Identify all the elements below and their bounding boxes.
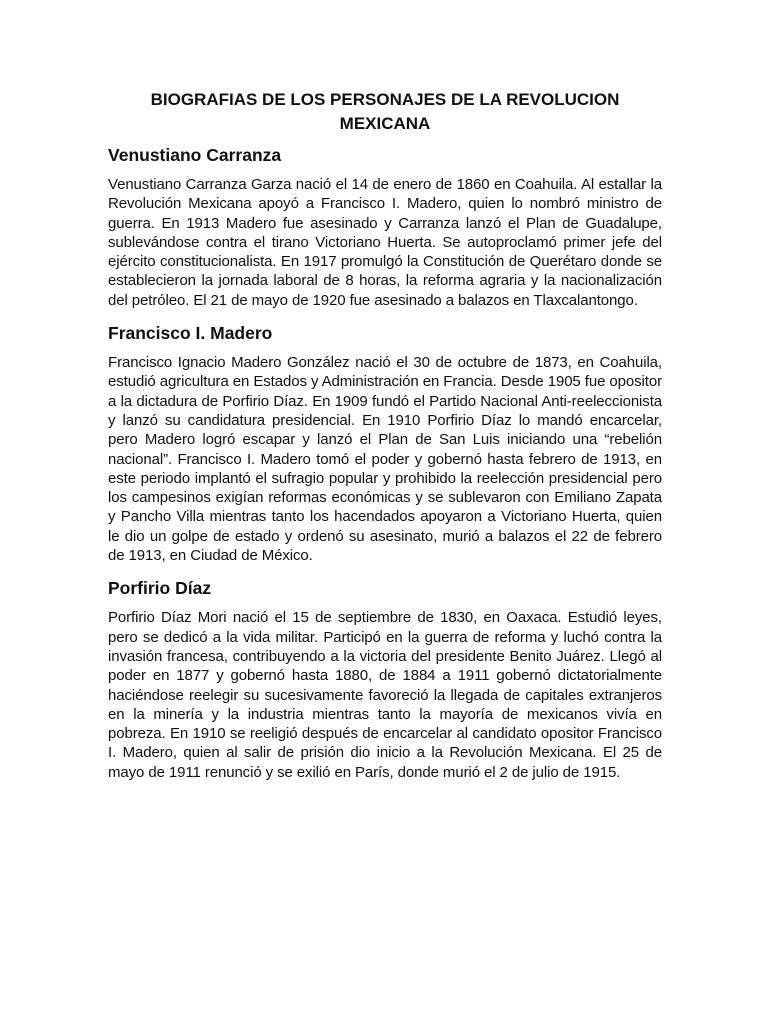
section-venustiano-carranza bbox=[108, 144, 662, 310]
document-title-line-2: MEXICANA bbox=[339, 114, 431, 133]
document-title-line-1: BIOGRAFIAS DE LOS PERSONAJES DE LA REVOLUCION bbox=[150, 90, 620, 109]
section-body: Venustiano Carranza Garza nació el 14 de enero de 1860 en Coahuila. Al estallar la Revolución Mexicana apoyó a Francisco I. Madero, quien lo nombró ministro de guerra. En 1913 Madero fue asesinado y Carranza lanzó el Plan de Guadalupe, sublevándose contra el tirano Victoriano Huerta. Se autoproclamó primer jefe del ejército constitucionalista. En 1917 promulgó la Constitución de Querétaro donde se establecieron la jornada laboral de 8 horas, la reforma agraria y la nacionalización del petróleo. El 21 de mayo de 1920 fue asesinado a balazos en Tlaxcalantongo. bbox=[108, 176, 662, 309]
section-body: Porfirio Díaz Mori nació el 15 de septiembre de 1830, en Oaxaca. Estudió leyes, pero se dedicó a la vida militar. Participó en la guerra de reforma y luchó contra la invasión francesa, contribuyendo a la victoria del presidente Benito Juárez. Llegó al poder en 1877 y gobernó hasta 1880, de 1884 a 1911 gobernó dictatorialmente haciéndose reelegir su sucesivamente favoreció la llegada de capitales extranjeros en la minería y la industria mientras tanto la mayoría de mexicanos vivía en pobreza. En 1910 se reeligió después de encarcelar al candidato opositor Francisco I. Madero, quien al salir de prisión dio inicio a la Revolución Mexicana. El 25 de mayo de 1911 renunció y se exilió en París, donde murió el 2 de julio de 1915. bbox=[108, 609, 662, 781]
section-heading: Venustiano Carranza bbox=[108, 145, 282, 165]
document-title bbox=[108, 88, 662, 136]
document-page bbox=[108, 88, 662, 794]
section-heading: Porfirio Díaz bbox=[108, 578, 212, 599]
section-heading: Francisco I. Madero bbox=[108, 323, 273, 344]
section-porfirio-diaz bbox=[108, 577, 662, 782]
section-body: Francisco Ignacio Madero González nació el 30 de octubre de 1873, en Coahuila, estudió agricultura en Estados y Administración en Francia. Desde 1905 fue opositor a la dictadura de Porfirio Díaz. En 1909 fundó el Partido Nacional Anti-reeleccionista y lanzó su candidatura presidencial. En 1910 Porfirio Díaz lo mandó encarcelar, pero Madero logró escapar y lanzó el Plan de San Luis iniciando una “rebelión nacional”. Francisco I. Madero tomó el poder y gobernó hasta febrero de 1913, en este periodo implantó el sufragio popular y prohibido la reelección presidencial pero los campesinos exigían reformas económicas y se sublevaron con Emiliano Zapata y Pancho Villa mientras tanto los hacendados apoyaron a Victoriano Huerta, quien le dio un golpe de estado y ordenó su asesinato, murió a balazos el 22 de febrero de 1913, en Ciudad de México. bbox=[108, 354, 662, 565]
section-francisco-madero bbox=[108, 322, 662, 565]
